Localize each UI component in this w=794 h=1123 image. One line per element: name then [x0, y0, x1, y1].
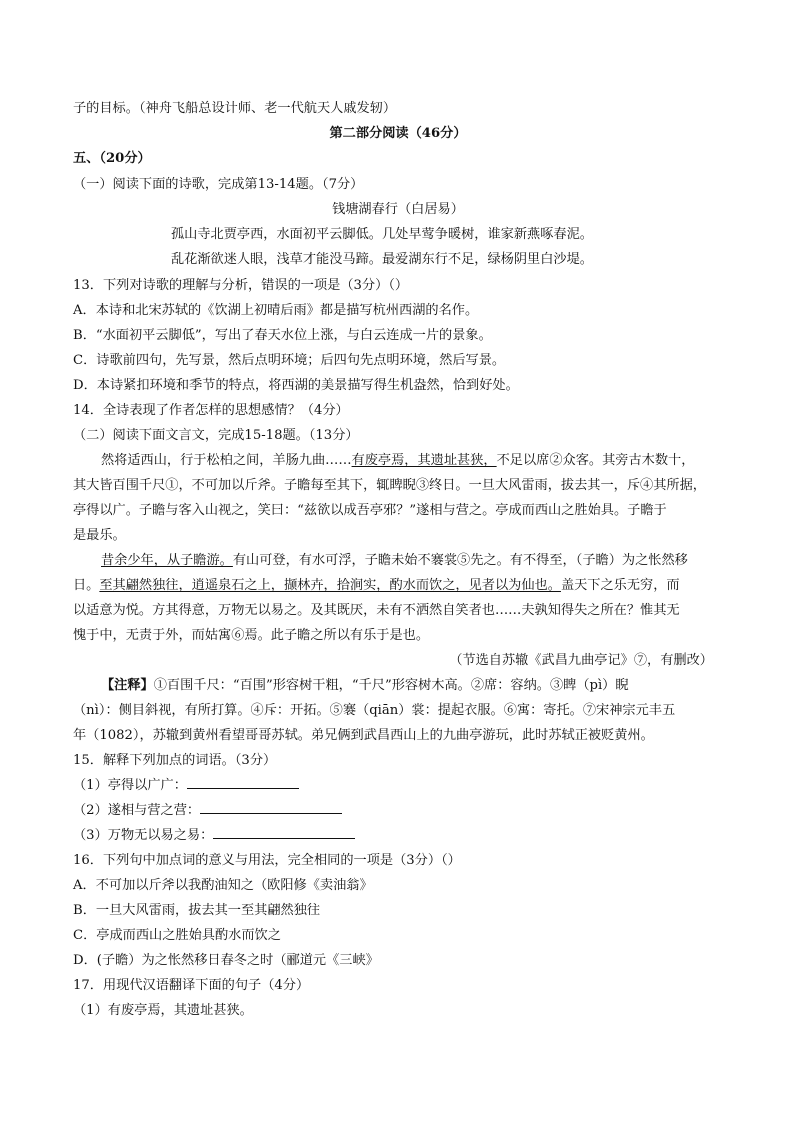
underlined-sentence: 有废亭焉，其遗址甚狭，: [351, 453, 497, 468]
q16-stem: 16．下列句中加点词的意义与用法，完全相同的一项是（3分）（）: [73, 853, 461, 868]
notes-line-3: 年（1082），苏辙到黄州看望哥哥苏轼。弟兄俩到武昌西山上的九曲亭游玩，此时苏轼正被贬黄州。: [73, 728, 654, 743]
answer-blank[interactable]: [213, 826, 355, 839]
q13-option-c: C．诗歌前四句，先写景，然后点明环境；后四句先点明环境，然后写景。: [73, 353, 506, 368]
q17-item-1: （1）有废亭焉，其遗址甚狭。: [73, 1003, 253, 1018]
passage-p1-line-3: 亭得以广。子瞻与客入山视之，笑曰：“兹欲以成吾亭邪？”遂相与营之。亭成而西山之胜始具。子瞻于: [73, 503, 667, 518]
q14-stem: 14．全诗表现了作者怎样的思想感情？（4分）: [73, 403, 349, 418]
q15-item-3: （3）万物无以易之易：: [73, 826, 723, 845]
q15-stem: 15．解释下列加点的词语。（3分）: [73, 753, 277, 768]
underlined-sentence: 昔余少年，从子瞻游。: [101, 553, 233, 568]
passage-p2-line-4: 愧于中，无责于外，而姑寓⑥焉。此子瞻之所以有乐于是也。: [73, 628, 430, 643]
q13-stem: 13．下列对诗歌的理解与分析，错误的一项是（3分）（）: [73, 278, 409, 293]
prose-intro: （二）阅读下面文言文，完成15-18题。（13分）: [73, 428, 359, 443]
q15-item-1: （1）亭得以广广：: [73, 776, 723, 795]
passage-p2-line-1: 昔余少年，从子瞻游。有山可登，有水可浮，子瞻未始不褰裳⑤先之。有不得至，（子瞻）为之怅然移: [101, 553, 688, 568]
q15-item-2: （2）遂相与营之营：: [73, 801, 723, 820]
poem-title: 钱塘湖春行（白居易）: [332, 202, 464, 217]
underlined-sentence: 至其翩然独往，逍遥泉石之上，撷林卉，拾涧实，酌水而饮之，见者以为仙也。: [99, 578, 561, 593]
q16-option-d: D．(子瞻）为之怅然移日春冬之时（郦道元《三峡》: [73, 953, 379, 968]
question-group-header: 五、（20分）: [73, 151, 151, 166]
notes-line-2: （nì）：侧目斜视，有所打算。④斥：开拓。⑤褰（qiān）裳：提起衣服。⑥寓：寄托。⑦宋神宗元丰五: [73, 703, 676, 718]
section-title: 第二部分阅读（46分）: [329, 126, 467, 141]
q17-stem: 17．用现代汉语翻译下面的句子（4分）: [73, 978, 310, 993]
q13-option-d: D．本诗紧扣环境和季节的特点，将西湖的美景描写得生机盎然，恰到好处。: [73, 378, 519, 393]
poem-line-2: 乱花渐欲迷人眼，浅草才能没马蹄。最爱湖东行不足，绿杨阴里白沙堤。: [171, 252, 593, 267]
passage-p1-line-2: 其大皆百围千尺①，不可加以斤斧。子瞻每至其下，辄睥睨③终日。一旦大风雷雨，拔去其一，斥④其所据，: [73, 478, 706, 493]
passage-p2-line-2: 日。至其翩然独往，逍遥泉石之上，撷林卉，拾涧实，酌水而饮之，见者以为仙也。盖天下之乐无穷，而: [73, 578, 680, 593]
answer-blank[interactable]: [200, 801, 342, 814]
passage-p1-line-4: 是最乐。: [73, 528, 126, 543]
poem-intro: （一）阅读下面的诗歌，完成第13-14题。（7分）: [73, 177, 364, 192]
notes-line-1: 【注释】①百围千尺：“百围”形容树干粗，“千尺”形容树木高。②席：容纳。③睥（pì）睨: [101, 678, 629, 693]
q13-option-b: B．“水面初平云脚低”，写出了春天水位上涨，与白云连成一片的景象。: [73, 328, 492, 343]
continuation-text: 子的目标。（神舟飞船总设计师、老一代航天人戚发轫）: [73, 101, 397, 116]
passage-p1-line-1: 然将适西山，行于松柏之间，羊肠九曲……有废亭焉，其遗址甚狭，不足以席②众客。其旁古木数十，: [101, 453, 695, 468]
q13-option-a: A．本诗和北宋苏轼的《饮湖上初晴后雨》都是描写杭州西湖的名作。: [73, 303, 479, 318]
poem-line-1: 孤山寺北贾亭西，水面初平云脚低。几处早莺争暖树，谁家新燕啄春泥。: [171, 227, 593, 242]
q16-option-b: B．一旦大风雷雨，拔去其一至其翩然独往: [73, 903, 321, 918]
passage-p2-line-3: 以适意为悦。方其得意，万物无以易之。及其既厌，未有不洒然自笑者也……夫孰知得失之所在？惟其无: [73, 603, 680, 618]
q16-option-a: A．不可加以斤斧以我酌油知之（欧阳修《卖油翁》: [73, 878, 373, 893]
q16-option-c: C．亭成而西山之胜始具酌水而饮之: [73, 928, 281, 943]
passage-source: （节选自苏辙《武昌九曲亭记》⑦，有删改）: [449, 653, 713, 668]
notes-label: 【注释】: [101, 678, 154, 693]
answer-blank[interactable]: [187, 776, 299, 789]
